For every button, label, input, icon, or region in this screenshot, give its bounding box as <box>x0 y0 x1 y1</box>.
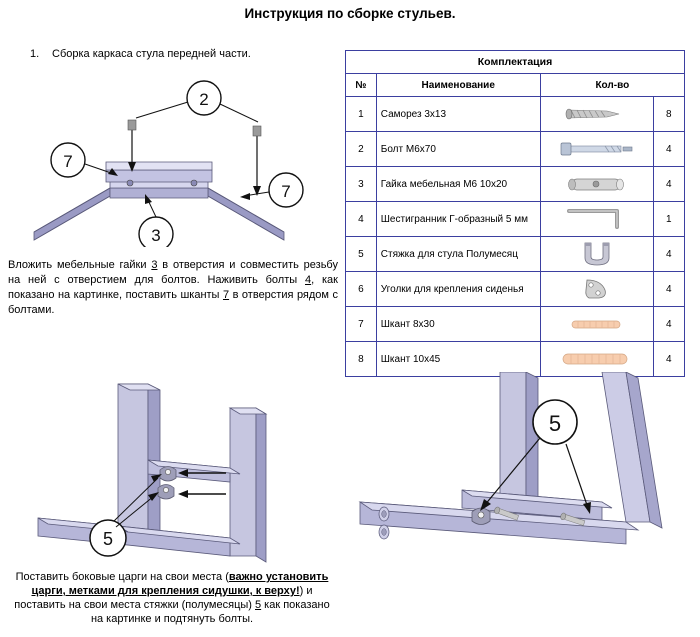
caption1-part2: в отверстия и совместить резьбу на ней с отверстием для болтов. Наживить болты <box>8 259 338 286</box>
page-title: Инструкция по сборке стульев. <box>244 6 456 21</box>
caption1-part1: Вложить мебельные гайки <box>8 259 152 271</box>
caption1-ref7: 7 <box>222 289 230 301</box>
table-title-row <box>346 51 685 74</box>
row8-name: Шкант 10х45 <box>376 342 540 377</box>
figure-side-rail-left <box>8 378 338 568</box>
callout-7-right: 7 <box>281 182 291 201</box>
callout-3: 3 <box>151 226 161 245</box>
row4-qty: 1 <box>653 202 685 237</box>
callout-5-left: 5 <box>102 529 114 549</box>
table-row <box>346 167 685 202</box>
row5-image-cell <box>540 237 653 272</box>
caption2-ref5: 5 <box>255 599 262 611</box>
step1-number: 1. <box>30 48 40 60</box>
row6-image-cell <box>540 272 653 307</box>
row7-number: 7 <box>346 307 377 342</box>
row5-name: Стяжка для стула Полумесяц <box>376 237 540 272</box>
parts-table <box>345 50 685 377</box>
caption2-part2: ) и поставить на свои места стяжки (полумесяцы) <box>14 585 313 611</box>
row7-qty: 4 <box>653 307 685 342</box>
row7-name: Шкант 8х30 <box>376 307 540 342</box>
crescent-bracket-icon <box>577 240 617 268</box>
row1-name: Саморез 3х13 <box>376 97 540 132</box>
row6-name: Уголки для крепления сиденья <box>376 272 540 307</box>
column-header-number: № <box>346 74 377 97</box>
caption2-bold: важно установить царги, метками для крепления сидушки, к верху! <box>31 571 329 597</box>
column-header-name: Наименование <box>376 74 540 97</box>
row2-image-cell <box>540 132 653 167</box>
bolt-icon <box>555 138 639 160</box>
row4-number: 4 <box>346 202 377 237</box>
step2-caption <box>12 570 332 626</box>
caption1-part3: , как показано на картинке, поставить шканты <box>8 274 338 301</box>
caption2-part1: Поставить боковые царги на свои места ( <box>15 571 229 583</box>
row3-number: 3 <box>346 167 377 202</box>
row8-number: 8 <box>346 342 377 377</box>
row2-number: 2 <box>346 132 377 167</box>
row3-qty: 4 <box>653 167 685 202</box>
figure-front-frame <box>14 62 324 247</box>
row7-image-cell <box>540 307 653 342</box>
row6-number: 6 <box>346 272 377 307</box>
row2-name: Болт М6х70 <box>376 132 540 167</box>
step1-caption <box>8 258 338 318</box>
row8-qty: 4 <box>653 342 685 377</box>
caption2-part3: как показано на картинке и подтянуть болты. <box>90 599 330 625</box>
step1-heading <box>30 48 320 60</box>
row5-qty: 4 <box>653 237 685 272</box>
table-row <box>346 97 685 132</box>
table-row <box>346 202 685 237</box>
row4-name: Шестигранник Г-образный 5 мм <box>376 202 540 237</box>
row1-qty: 8 <box>653 97 685 132</box>
row6-qty: 4 <box>653 272 685 307</box>
step1-text: Сборка каркаса стула передней части. <box>52 48 251 60</box>
dowel-large-icon <box>557 350 637 368</box>
row2-qty: 4 <box>653 132 685 167</box>
callout-2: 2 <box>199 90 209 109</box>
caption1-ref3: 3 <box>151 259 158 271</box>
figure-side-rail-right <box>350 372 695 572</box>
corner-bracket-icon <box>577 276 617 302</box>
row3-image-cell <box>540 167 653 202</box>
table-header-row <box>346 74 685 97</box>
callout-5-right: 5 <box>548 411 562 436</box>
caption1-part4: в отверстия рядом с болтами. <box>8 289 338 316</box>
table-row <box>346 132 685 167</box>
row1-image-cell <box>540 97 653 132</box>
dowel-small-icon <box>564 316 630 332</box>
screw-icon <box>561 104 633 124</box>
row1-number: 1 <box>346 97 377 132</box>
table-row <box>346 272 685 307</box>
column-header-qty: Кол-во <box>540 74 684 97</box>
callout-7-left: 7 <box>63 152 73 171</box>
table-row <box>346 237 685 272</box>
hex-key-icon <box>559 206 635 232</box>
caption1-ref4: 4 <box>305 274 312 286</box>
row3-name: Гайка мебельная М6 10х20 <box>376 167 540 202</box>
barrel-nut-icon <box>560 173 634 195</box>
row4-image-cell <box>540 202 653 237</box>
row5-number: 5 <box>346 237 377 272</box>
table-row <box>346 307 685 342</box>
parts-table-wrapper <box>345 50 685 377</box>
table-title: Комплектация <box>346 51 685 74</box>
